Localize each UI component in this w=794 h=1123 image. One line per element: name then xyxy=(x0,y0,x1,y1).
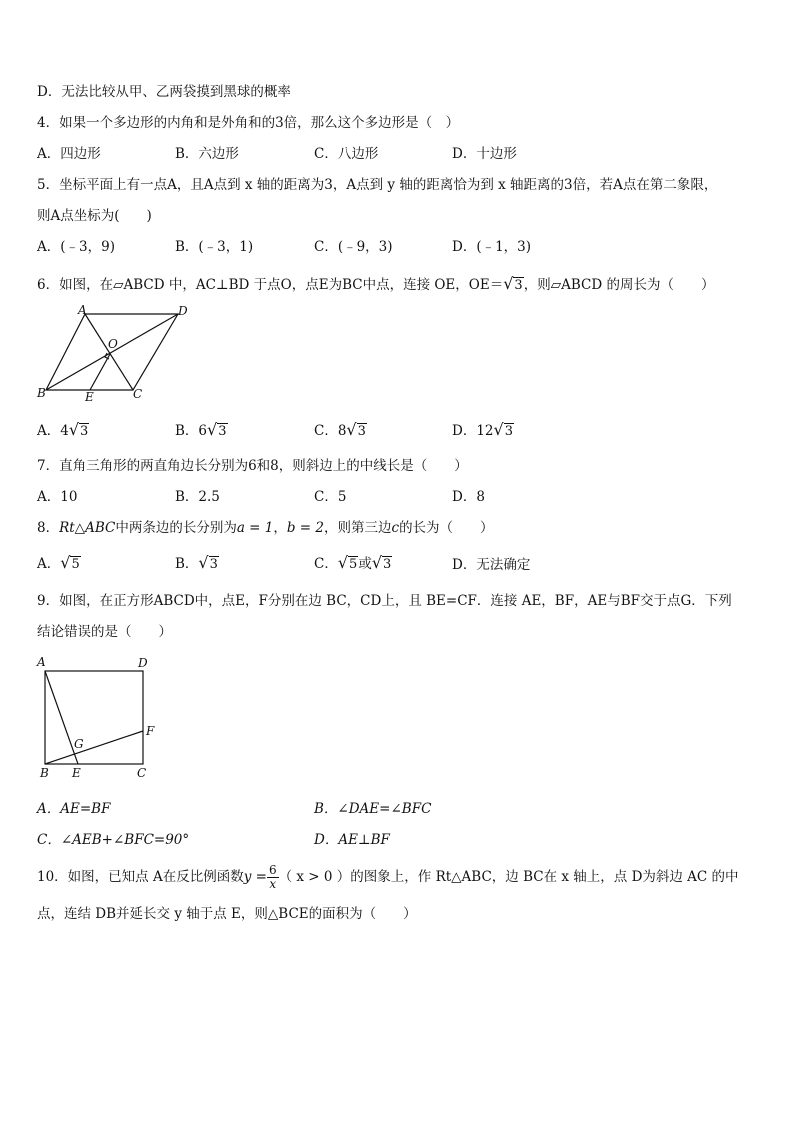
q9-stem-line2: 结论错误的是（ ） xyxy=(37,624,172,640)
q9-option-b: B．∠DAE=∠BFC xyxy=(314,801,432,817)
label-c: C xyxy=(133,387,143,401)
label-f: F xyxy=(146,724,155,738)
q10-stem-line2: 点，连结 DB并延长交 y 轴于点 E，则△BCE的面积为（ ） xyxy=(37,906,417,922)
sqrt-symbol: √3 xyxy=(503,274,523,293)
q4-option-b: B．六边形 xyxy=(175,146,239,162)
q5-option-a: A．(﹣3，9) xyxy=(37,239,115,255)
segment-bf xyxy=(45,731,143,764)
q9-option-a: A．AE=BF xyxy=(37,801,111,817)
label-d: D xyxy=(138,656,148,670)
q4-option-c: C．八边形 xyxy=(314,146,379,162)
q9-stem-line1: 9．如图，在正方形ABCD中，点E，F分别在边 BC，CD上，且 BE=CF．连接 AE，BF，AE与BF交于点G．下列 xyxy=(37,593,732,609)
q6-option-c: C．8√3 xyxy=(314,420,366,439)
label-d: D xyxy=(178,304,188,318)
q6-option-d: D．12√3 xyxy=(452,420,513,439)
q10-stem-line1: 10．如图，已知点 A在反比例函数y = $\frac{6}{x}$ （ x > 0 ）的图象上，作 Rt△ABC，边 BC在 x 轴上，点 D为斜边 AC 的中 xyxy=(37,863,739,891)
label-o: O xyxy=(108,337,118,351)
q4-option-a: A．四边形 xyxy=(37,146,101,162)
q8-option-d: D．无法确定 xyxy=(452,557,531,573)
label-a: A xyxy=(37,655,46,669)
q9-option-d: D．AE⊥BF xyxy=(314,832,390,848)
q9-square-figure xyxy=(34,652,164,782)
q6-parallelogram-figure xyxy=(36,304,196,404)
q7-stem: 7．直角三角形的两直角边长分别为6和8，则斜边上的中线长是（ ） xyxy=(37,458,468,474)
q9-option-c: C．∠AEB+∠BFC=90° xyxy=(37,832,190,848)
q3-option-d: D．无法比较从甲、乙两袋摸到黑球的概率 xyxy=(37,84,291,100)
fraction: $\frac{6}{x}$ xyxy=(268,863,277,891)
q4-option-d: D．十边形 xyxy=(452,146,517,162)
q6-stem-start: 6．如图，在▱ABCD 中，AC⊥BD 于点O，点E为BC中点，连接 OE，OE＝ xyxy=(37,277,504,293)
square-abcd xyxy=(45,671,143,764)
label-c: C xyxy=(137,766,147,780)
q7-option-a: A．10 xyxy=(37,489,78,505)
q6-option-a: A．4√3 xyxy=(37,420,89,439)
q7-option-d: D．8 xyxy=(452,489,485,505)
diagonal-ac xyxy=(85,314,133,390)
label-e: E xyxy=(85,390,94,404)
label-g: G xyxy=(74,737,84,751)
label-a: A xyxy=(78,304,87,317)
q4-stem: 4．如果一个多边形的内角和是外角和的3倍，那么这个多边形是（ ） xyxy=(37,115,460,131)
q5-stem-line2: 则A点坐标为( ) xyxy=(37,208,152,224)
q6-option-b: B．6√3 xyxy=(175,420,227,439)
label-e: E xyxy=(72,766,81,780)
q8-option-c: C．√5或√3 xyxy=(314,553,392,572)
q6-stem xyxy=(37,275,714,295)
q5-stem-line1: 5．坐标平面上有一点A，且A点到 x 轴的距离为3，A点到 y 轴的距离恰为到 x 轴距离的3倍，若A点在第二象限， xyxy=(37,177,718,193)
q5-option-b: B．(﹣3，1) xyxy=(175,239,254,255)
q6-stem-end: ，则▱ABCD 的周长为（ ） xyxy=(523,277,715,293)
q5-option-c: C．(﹣9，3) xyxy=(314,239,393,255)
q8-option-b: B．√3 xyxy=(175,553,218,572)
label-b: B xyxy=(40,766,49,780)
label-b: B xyxy=(37,386,46,400)
q8-stem: 8．Rt△ABC中两条边的长分别为a = 1，b = 2，则第三边c的长为（ ） xyxy=(37,520,494,536)
q7-option-c: C．5 xyxy=(314,489,347,505)
q8-option-a: A．√5 xyxy=(37,553,80,572)
q7-option-b: B．2.5 xyxy=(175,489,220,505)
q5-option-d: D．(﹣1，3) xyxy=(452,239,532,255)
